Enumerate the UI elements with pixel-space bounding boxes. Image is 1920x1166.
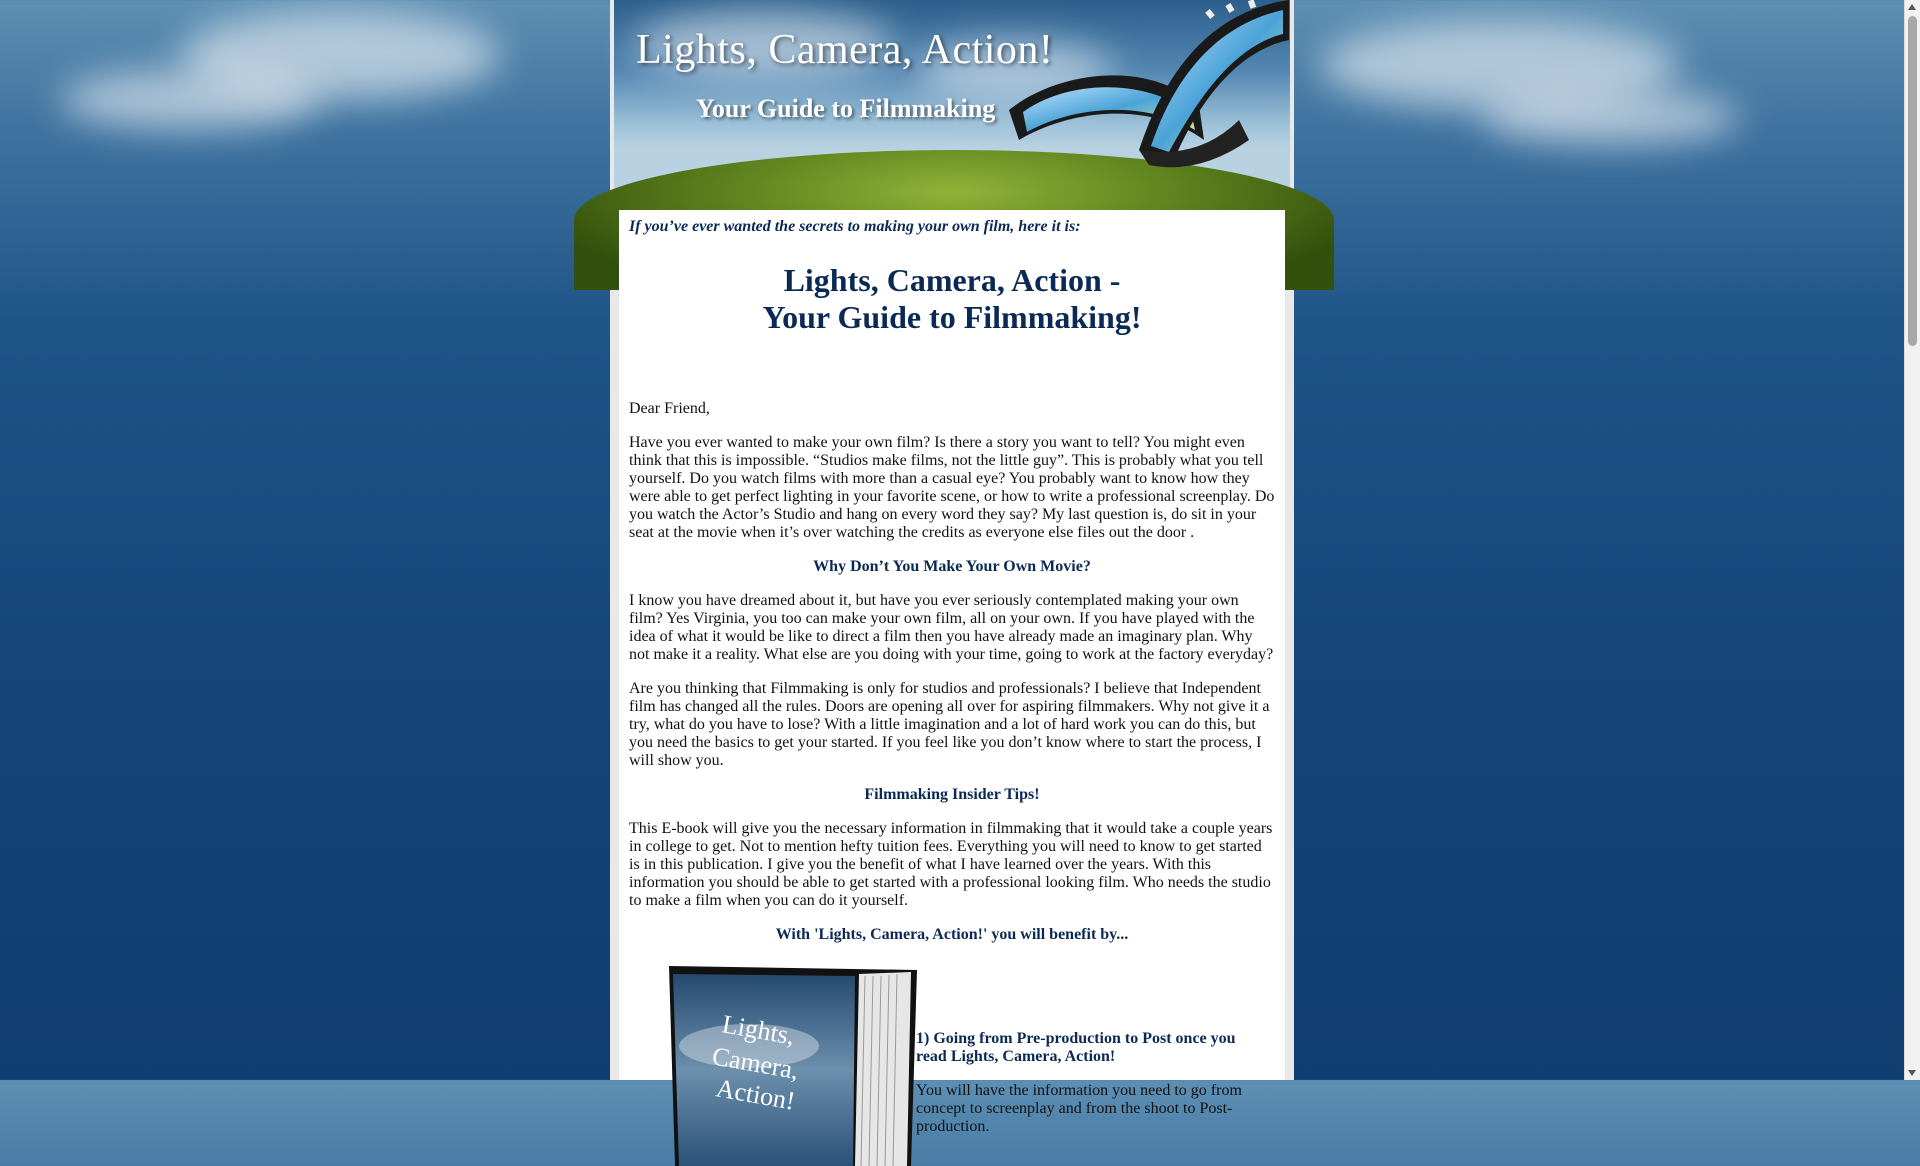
header-title: Lights, Camera, Action! xyxy=(636,27,1054,73)
ebook-title-line-3: Action! xyxy=(713,1073,798,1116)
body-paragraph: This E-book will give you the necessary information in filmmaking that it would take a couple years in college to get. Not to mention hefty tuition fees. Everything you will need to know to get started is in this publication. I give you the benefit of what I have learned over the years. With this information you should be able to get started with a professional looking film. Who needs the studio to make a film when you can do it yourself. xyxy=(629,820,1273,909)
benefit-row xyxy=(629,960,1275,1160)
salutation: Dear Friend, xyxy=(629,400,710,417)
section-heading: Filmmaking Insider Tips! xyxy=(864,786,1040,803)
body-paragraph: Have you ever wanted to make your own film? Is there a story you want to tell? You might even think that this is impossible. “Studios make films, not the little guy”. This is probably what you tell yourself. Do you watch films with more than a casual eye? You probably want to know how they were able to get perfect lighting in your favorite scene, or how to write a professional screenplay. Do you watch the Actor’s Studio and hang on every word they say? My last question is, do sit in your seat at the movie when it’s over watching the credits as everyone else files out the door . xyxy=(629,434,1275,541)
scroll-down-arrow-icon[interactable] xyxy=(1908,1070,1916,1076)
scrollbar-thumb[interactable] xyxy=(1908,16,1917,346)
vertical-scrollbar[interactable] xyxy=(1904,0,1920,1080)
background-cloud xyxy=(1480,90,1740,145)
body-paragraph: Are you thinking that Filmmaking is only for studios and professionals? I believe that Independent film has changed all the rules. Doors are opening all over for aspiring filmmakers. Why not give it a try, what do you have to lose? With a little imagination and a lot of hard work you can do this, but you need the basics to get your started. If you feel like you don’t know where to start the process, I will show you. xyxy=(629,680,1270,769)
benefit-item xyxy=(916,1030,1246,1136)
page-title xyxy=(629,262,1275,336)
ebook-title-line-1: Lights, xyxy=(719,1009,797,1051)
site-header-banner xyxy=(614,0,1290,206)
background-cloud xyxy=(60,70,320,130)
body-paragraph: I know you have dreamed about it, but have you ever seriously contemplated making your own film? Yes Virginia, you too can make your own film, all on your own. If you have played with the idea of what it would be like to direct a film then you have already made an imaginary plan. Why not make it a reality. What else are you doing with your time, going to work at the factory everyday? xyxy=(629,592,1274,663)
page-title-line-1: Lights, Camera, Action - xyxy=(783,262,1121,298)
ebook-cover-image xyxy=(659,966,919,1166)
section-heading: Why Don’t You Make Your Own Movie? xyxy=(813,558,1091,575)
intro-text: If you’ve ever wanted the secrets to making your own film, here it is: xyxy=(629,218,1081,235)
section-heading: With 'Lights, Camera, Action!' you will benefit by... xyxy=(775,926,1129,943)
main-content xyxy=(619,210,1285,1135)
page-title-line-2: Your Guide to Filmmaking! xyxy=(762,299,1142,335)
header-subtitle: Your Guide to Filmmaking xyxy=(696,94,996,123)
page-wrapper xyxy=(610,0,1294,1135)
scroll-up-arrow-icon[interactable] xyxy=(1908,4,1916,10)
ebook-title-line-2: Camera, xyxy=(709,1041,802,1086)
benefit-title: 1) Going from Pre-production to Post once you read Lights, Camera, Action! xyxy=(916,1030,1236,1065)
benefit-text: You will have the information you need to go from concept to screenplay and from the shoot to Post-production. xyxy=(916,1082,1242,1135)
